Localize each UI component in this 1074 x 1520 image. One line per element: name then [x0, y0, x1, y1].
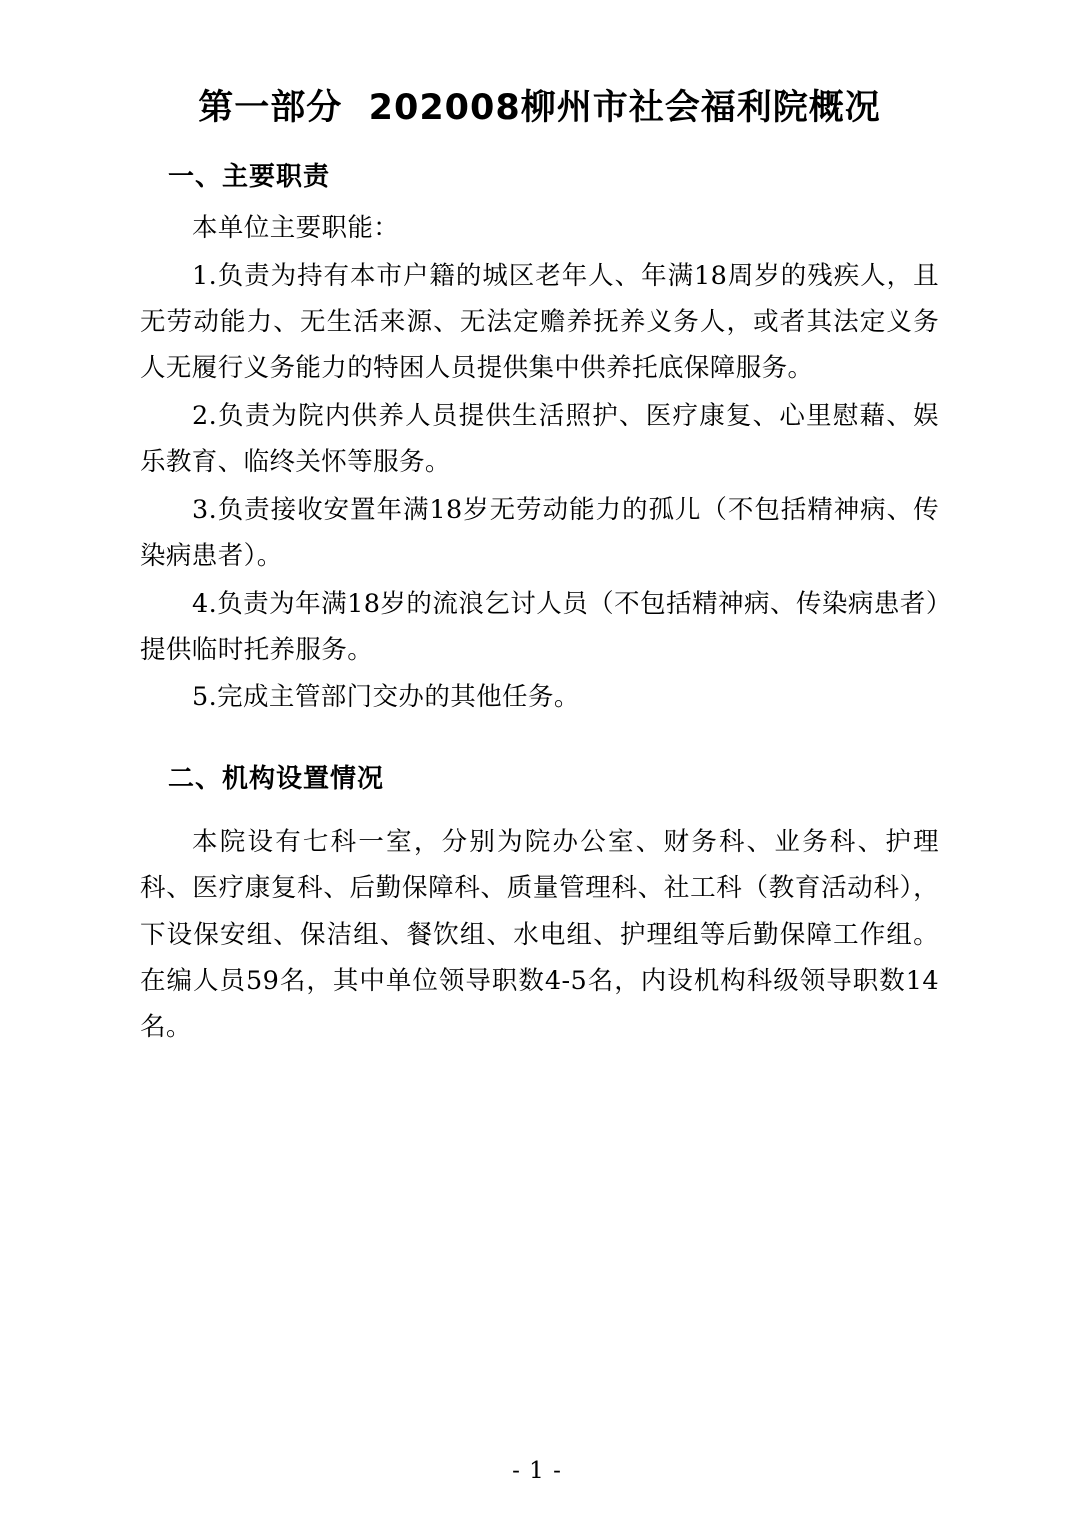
paragraph-duty-3: 3.负责接收安置年满18岁无劳动能力的孤儿（不包括精神病、传染病患者）。 — [140, 494, 939, 572]
paragraph-spacer — [140, 807, 939, 819]
paragraph-organization-1: 本院设有七科一室，分别为院办公室、财务科、业务科、护理科、医疗康复科、后勤保障科、质量管理科、社工科（教育活动科），下设保安组、保洁组、餐饮组、水电组、护理组等后勤保障工作组。在编人员59名，其中单位领导职数4-5名，内设机构科级领导职数14名。 — [140, 826, 939, 1043]
paragraph-duty-5: 5.完成主管部门交办的其他任务。 — [192, 682, 580, 713]
paragraph-duty-2: 2.负责为院内供养人员提供生活照护、医疗康复、心里慰藉、娱乐教育、临终关怀等服务。 — [140, 400, 939, 478]
page-number: - 1 - — [512, 1458, 562, 1484]
section-heading-organization: 二、机构设置情况 — [168, 763, 385, 794]
paragraph-duties-intro: 本单位主要职能： — [192, 213, 400, 244]
section-spacer — [140, 722, 939, 734]
section-heading-duties: 一、主要职责 — [168, 162, 331, 193]
paragraph-duty-4: 4.负责为年满18岁的流浪乞讨人员（不包括精神病、传染病患者）提供临时托养服务。 — [140, 588, 939, 665]
page-title: 第一部分 202008柳州市社会福利院概况 — [198, 88, 881, 128]
paragraph-duty-1: 1.负责为持有本市户籍的城区老年人、年满18周岁的残疾人，且无劳动能力、无生活来源、无法定赡养抚养义务人，或者其法定义务人无履行义务能力的特困人员提供集中供养托底保障服务。 — [140, 260, 939, 384]
